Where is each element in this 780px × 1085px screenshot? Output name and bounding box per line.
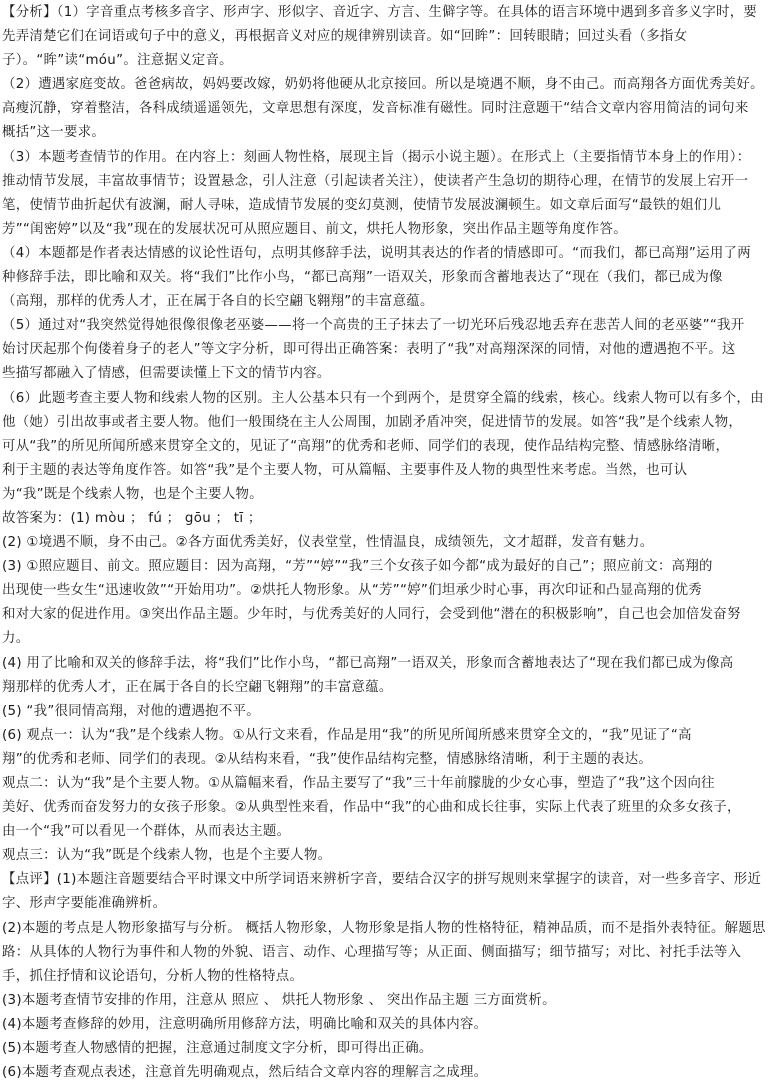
text-line: 可从“我”的所见所闻所感来贯穿全文的，见证了“高翔”的优秀和老师、同学们的表现，使作品结构完整、情感脉络清晰， [2, 438, 730, 454]
text-line: (4) 用了比喻和双关的修辞手法，将“我们”比作小鸟，“都已高翔”一语双关，形象而含蓄地表达了“现在我们都已成为像高 [2, 655, 734, 671]
text-line: 概括”这一要求。 [2, 125, 106, 141]
text-line: 路：从具体的人物行为事件和人物的外貌、语言、动作、心理描写等；从正面、侧面描写；细节描写；对比、衬托手法等入 [2, 944, 742, 960]
text-line: 出现使一些女生“迅速收敛”“开始用功”。②烘托人物形象。从“芳”“婷”们坦承少时心事，再次印证和凸显高翔的优秀 [2, 583, 702, 599]
text-line: 字、形声字要能准确辨析。 [2, 896, 167, 912]
text-line: 翔”的优秀和老师、同学们的表现。②从结构来看，“我”使作品结构完整，情感脉络清晰，利于主题的表达。 [2, 751, 653, 767]
text-line: （4）本题都是作者表达情感的议论性语句，点明其修辞手法，说明其表达的作者的情感即可。“而我们，都已高翔”运用了两 [2, 245, 751, 261]
text-line: 高瘦沉静，穿着整洁，各科成绩遥遥领先，文章思想有深度，发音标准有磁性。同时注意题干“结合文章内容用简洁的词句来 [2, 101, 749, 117]
text-line: 故答案为：(1) mòu ； fú ； gōu ； tī ； [2, 510, 262, 526]
text-line: （2）遭遇家庭变故。爸爸病故，妈妈要改嫁，奶奶将他硬从北京接回。所以是境遇不顺，身不由己。而高翔各方面优秀美好。 [2, 77, 764, 93]
text-line: （3）本题考查情节的作用。在内容上：刻画人物性格，展现主旨（揭示小说主题）。在形式上（主要指情节本身上的作用）： [2, 149, 751, 165]
text-line: (6)本题考查观点表述，注意首先明确观点，然后结合文章内容的理解言之成理。 [2, 1065, 488, 1081]
text-line: 由一个“我”可以看见一个群体，从而表达主题。 [2, 824, 291, 840]
text-line: 为“我”既是个线索人物，也是个主要人物。 [2, 486, 263, 502]
text-line: (2)本题的考点是人物形象描写与分析。 概括人物形象，人物形象是指人物的性格特征，精神品质，而不是指外表特征。解题思 [2, 920, 766, 936]
text-line: 翔那样的优秀人才，正在属于各自的长空翩飞翱翔”的丰富意蕴。 [2, 679, 393, 695]
text-line: （高翔，那样的优秀人才，正在属于各自的长空翩飞翱翔”的丰富意蕴。 [2, 294, 434, 310]
text-line: (6) 观点一：认为“我”是个线索人物。①从行文来看，作品是用“我”的所见所闻所感来贯穿全文的，“我”见证了“高 [2, 727, 692, 743]
text-line: (5) “我”很同情高翔，对他的遭遇抱不平。 [2, 703, 260, 719]
text-line: (2) ①境遇不顺，身不由己。②各方面优秀美好，仪表堂堂，性情温良，成绩领先，文才超群，发音有魅力。 [2, 535, 654, 551]
text-line: 【点评】(1)本题注音题要结合平时课文中所学词语来辨析字音，要结合汉字的拼写规则来掌握字的读音，对一些多音字、形近 [2, 872, 762, 888]
text-line: (3) ①照应题目、前文。照应题目：因为高翔，“芳”“婷”“我”三个女孩子如今都“成为最好的自己”；照应前文：高翔的 [2, 559, 713, 575]
text-line: 芳”“闺密婷”以及“我”现在的发展状况可从照应题目、前文，烘托人物形象，突出作品主题等角度作答。 [2, 221, 627, 237]
text-line: 观点二：认为“我”是个主要人物。①从篇幅来看，作品主要写了“我”三十年前朦胧的少女心事，塑造了“我”这个因向往 [2, 776, 715, 791]
text-line: 【分析】（1）字音重点考核多音字、形声字、形似字、音近字、方言、生僻字等。在具体的语言环境中遇到多音多义字时，要 [2, 5, 758, 20]
text-line: 种修辞手法，即比喻和双关。将“我们”比作小鸟，“都已高翔”一语双关，形象而含蓄地表达了“现在（我们，都已成为像 [2, 270, 723, 286]
text-line: 美好、优秀而奋发努力的女孩子形象。②从典型性来看，作品中“我”的心曲和成长往事，实际上代表了班里的众多女孩子， [2, 800, 741, 816]
text-line: 利于主题的表达等角度作答。如答“我”是个主要人物，可从篇幅、主要事件及人物的典型性来考虑。当然，也可认 [2, 462, 688, 478]
text-line: (4)本题考查修辞的妙用，注意明确所用修辞方法，明确比喻和双关的具体内容。 [2, 1016, 488, 1032]
text-line: （6）此题考查主要人物和线索人物的区别。主人公基本只有一个到两个，是贯穿全篇的线索，核心。线索人物可以有多个，由 [2, 390, 764, 406]
text-line: （5）通过对“我突然觉得她很像很像老巫婆——将一个高贵的王子抹去了一切光环后残忍地丢弃在悲苦人间的老巫婆”“我开 [2, 318, 745, 334]
text-line: 子）。“眸”读“móu”。注意据义定音。 [2, 53, 233, 69]
text-line: 始讨厌起那个佝偻着身子的老人”等文字分析，即可得出正确答案：表明了“我”对高翔深深的同情，对他的遭遇抱不平。这 [2, 342, 736, 358]
text-line: 些描写都融入了情感，但需要读懂上下文的情节内容。 [2, 366, 331, 382]
text-line: 力。 [2, 631, 30, 647]
text-line: 笔，使情节曲折起伏有波澜，耐人寻味，造成情节发展的变幻莫测，使情节发展波澜顿生。如文章后面写“最铁的姐们儿 [2, 197, 722, 213]
text-line: 他（她）引出故事或者主要人物。他们一般围绕在主人公周围，加剧矛盾冲突，促进情节的发展。如答“我”是个线索人物， [2, 414, 743, 430]
text-line: 和对大家的促进作用。③突出作品主题。少年时，与优秀美好的人同行，会受到他“潜在的积极影响”，自己也会加倍发奋努 [2, 607, 741, 623]
text-line: 手，抓住抒情和议论语句，分析人物的性格特点。 [2, 968, 304, 984]
text-line: 先弄清楚它们在词语或句子中的意义，再根据音义对应的规律辨别读音。如“回眸”：回转眼睛；回过头看（多指女 [2, 29, 688, 45]
text-line: (5)本题考查人物感情的把握，注意通过制度文字分析，即可得出正确。 [2, 1041, 433, 1057]
text-line: 观点三：认为“我”既是个线索人物，也是个主要人物。 [2, 848, 332, 864]
text-line: (3)本题考查情节安排的作用，注意从 照应 、 烘托人物形象 、 突出作品主题 三方面赏析。 [2, 992, 556, 1008]
text-line: 推动情节发展，丰富故事情节；设置悬念，引人注意（引起读者关注），使读者产生急切的期待心理，在情节的发展上宕开一 [2, 173, 749, 189]
